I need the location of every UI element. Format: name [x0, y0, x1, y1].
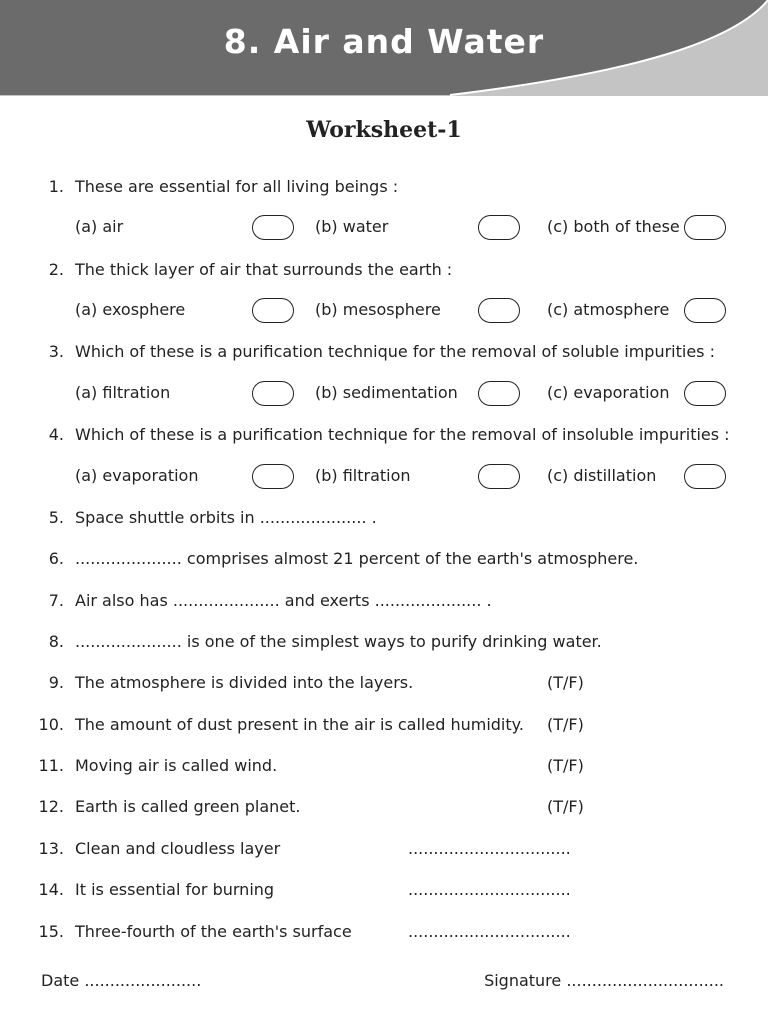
question-number: 8.: [48, 632, 64, 651]
question-4-options: [0, 463, 768, 489]
answer-box-b[interactable]: [478, 464, 520, 489]
date-field: Date .......................: [41, 971, 202, 990]
option-b: (b) mesosphere: [315, 300, 441, 319]
option-c: (c) evaporation: [547, 383, 670, 402]
question-4: [0, 422, 768, 448]
question-text: Which of these is a purification technique for the removal of soluble impurities :: [75, 342, 715, 361]
answer-box-a[interactable]: [252, 464, 294, 489]
question-3-options: [0, 380, 768, 406]
question-5: [0, 505, 768, 531]
option-b: (b) filtration: [315, 466, 411, 485]
question-number: 7.: [48, 591, 64, 610]
true-false-mark: (T/F): [547, 673, 584, 692]
question-number: 5.: [48, 508, 64, 527]
true-false-mark: (T/F): [547, 797, 584, 816]
question-text: The amount of dust present in the air is called humidity.: [75, 715, 524, 734]
question-text: Which of these is a purification technique for the removal of insoluble impurities :: [75, 425, 730, 444]
true-false-mark: (T/F): [547, 756, 584, 775]
option-a: (a) air: [75, 217, 124, 236]
question-text: The thick layer of air that surrounds the earth :: [75, 260, 453, 279]
question-1-options: [0, 214, 768, 240]
question-10: [0, 712, 768, 738]
answer-box-a[interactable]: [252, 215, 294, 240]
question-14: [0, 877, 768, 903]
answer-box-a[interactable]: [252, 381, 294, 406]
answer-box-c[interactable]: [684, 215, 726, 240]
question-text: Clean and cloudless layer: [75, 839, 281, 858]
question-12: [0, 794, 768, 820]
question-text: Space shuttle orbits in ..................... .: [75, 508, 377, 527]
option-c: (c) atmosphere: [547, 300, 670, 319]
answer-blank: ................................: [408, 922, 571, 941]
question-1: [0, 174, 768, 200]
question-text: These are essential for all living beings :: [75, 177, 399, 196]
question-number: 11.: [38, 756, 64, 775]
question-text: Air also has ..................... and exerts ..................... .: [75, 591, 492, 610]
question-number: 2.: [48, 260, 64, 279]
question-number: 6.: [48, 549, 64, 568]
answer-box-b[interactable]: [478, 215, 520, 240]
question-text: ..................... comprises almost 21 percent of the earth's atmosphere.: [75, 549, 639, 568]
answer-box-b[interactable]: [478, 298, 520, 323]
question-text: Three-fourth of the earth's surface: [75, 922, 352, 941]
question-13: [0, 836, 768, 862]
question-2-options: [0, 297, 768, 323]
signature-field: Signature ...............................: [484, 971, 724, 990]
question-number: 13.: [38, 839, 64, 858]
question-text: Moving air is called wind.: [75, 756, 278, 775]
answer-blank: ................................: [408, 880, 571, 899]
option-a: (a) evaporation: [75, 466, 199, 485]
question-11: [0, 753, 768, 779]
question-text: ..................... is one of the simplest ways to purify drinking water.: [75, 632, 602, 651]
option-b: (b) water: [315, 217, 389, 236]
question-number: 12.: [38, 797, 64, 816]
answer-box-a[interactable]: [252, 298, 294, 323]
question-number: 4.: [48, 425, 64, 444]
answer-box-b[interactable]: [478, 381, 520, 406]
question-number: 9.: [48, 673, 64, 692]
option-b: (b) sedimentation: [315, 383, 458, 402]
answer-box-c[interactable]: [684, 381, 726, 406]
question-2: [0, 257, 768, 283]
question-3: [0, 339, 768, 365]
option-c: (c) distillation: [547, 466, 657, 485]
question-6: [0, 546, 768, 572]
question-9: [0, 670, 768, 696]
question-number: 15.: [38, 922, 64, 941]
question-text: Earth is called green planet.: [75, 797, 301, 816]
question-number: 3.: [48, 342, 64, 361]
page-title: 8. Air and Water: [223, 22, 545, 61]
option-c: (c) both of these: [547, 217, 680, 236]
answer-blank: ................................: [408, 839, 571, 858]
question-8: [0, 629, 768, 655]
option-a: (a) exosphere: [75, 300, 186, 319]
answer-box-c[interactable]: [684, 298, 726, 323]
title-banner: [0, 0, 768, 100]
question-7: [0, 588, 768, 614]
question-text: The atmosphere is divided into the layers.: [75, 673, 414, 692]
question-number: 10.: [38, 715, 64, 734]
question-text: It is essential for burning: [75, 880, 275, 899]
question-number: 1.: [48, 177, 64, 196]
question-number: 14.: [38, 880, 64, 899]
question-15: [0, 919, 768, 945]
worksheet-title: Worksheet-1: [306, 117, 462, 143]
option-a: (a) filtration: [75, 383, 171, 402]
true-false-mark: (T/F): [547, 715, 584, 734]
answer-box-c[interactable]: [684, 464, 726, 489]
